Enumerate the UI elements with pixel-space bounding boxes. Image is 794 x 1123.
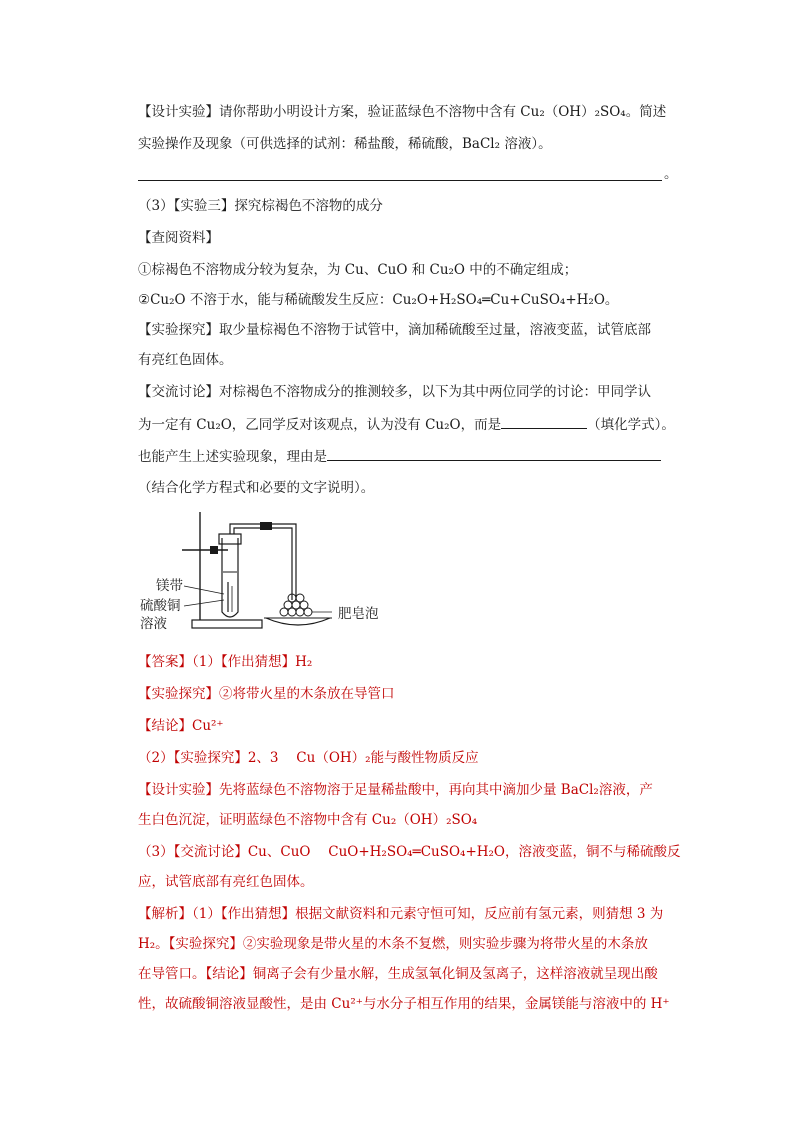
- answer-2: 【实验探究】②将带火星的木条放在导管口: [138, 686, 395, 702]
- answer-8: 应，试管底部有亮红色固体。: [138, 874, 314, 890]
- answer-5: 【设计实验】先将蓝绿色不溶物溶于足量稀盐酸中，再向其中滴加少量 BaCl₂溶液，产: [138, 782, 653, 798]
- design-experiment-line-2: 实验操作及现象（可供选择的试剂：稀盐酸，稀硫酸，BaCl₂ 溶液）。: [138, 136, 552, 152]
- analysis-2: H₂。【实验探究】②实验现象是带火星的木条不复燃，则实验步骤为将带火星的木条放: [138, 936, 648, 952]
- analysis-3: 在导管口。【结论】铜离子会有少量水解，生成氢氧化铜及氢离子，这样溶液就呈现出酸: [138, 966, 658, 982]
- soap-bubbles: [280, 594, 312, 616]
- discuss-line-3-text: 也能产生上述实验现象，理由是: [138, 449, 327, 465]
- discuss-line-4: （结合化学方程式和必要的文字说明）。: [138, 480, 375, 496]
- explore-line-1: 【实验探究】取少量棕褐色不溶物于试管中，滴加稀硫酸至过量，溶液变蓝，试管底部: [138, 322, 651, 338]
- answer-3: 【结论】Cu²⁺: [138, 718, 224, 734]
- delivery-tube: [230, 524, 296, 600]
- analysis-4: 性，故硫酸铜溶液显酸性，是由 Cu²⁺与水分子相互作用的结果，金属镁能与溶液中的 H⁺: [138, 996, 670, 1012]
- label-soap-bubble: 肥皂泡: [338, 606, 379, 622]
- discuss-line-2-b: （填化学式）。: [587, 417, 675, 433]
- label-cuso4-1: 硫酸铜: [140, 598, 181, 614]
- label-cuso4-2: 溶液: [140, 616, 167, 632]
- analysis-1: 【解析】（1）【作出猜想】根据文献资料和元素守恒可知，反应前有氢元素，则猜想 3 为: [138, 906, 664, 922]
- leader-mg: [184, 586, 224, 594]
- design-experiment-line-1: 【设计实验】请你帮助小明设计方案，验证蓝绿色不溶物中含有 Cu₂（OH）₂SO₄。简述: [138, 104, 667, 120]
- formula-blank[interactable]: [501, 414, 587, 429]
- apparatus-figure: [136, 508, 396, 638]
- part3-title: （3）【实验三】探究棕褐色不溶物的成分: [138, 198, 383, 214]
- answer-blank-period: 。: [664, 166, 678, 182]
- answer-1: 【答案】（1）【作出猜想】H₂: [138, 654, 313, 670]
- tube-connector: [260, 522, 272, 530]
- discuss-line-2: [138, 414, 678, 435]
- discuss-line-2-a: 为一定有 Cu₂O，乙同学反对该观点，认为没有 Cu₂O，而是: [138, 417, 502, 433]
- fact-2: ②Cu₂O 不溶于水，能与稀硫酸发生反应：Cu₂O+H₂SO₄═Cu+CuSO₄+H₂O。: [138, 292, 619, 308]
- answer-4: （2）【实验探究】2、3 Cu（OH）₂能与酸性物质反应: [138, 750, 479, 766]
- answer-6: 生白色沉淀，证明蓝绿色不溶物中含有 Cu₂（OH）₂SO₄: [138, 812, 478, 828]
- answer-7: （3）【交流讨论】Cu、CuO CuO+H₂SO₄═CuSO₄+H₂O，溶液变蓝，铜不与稀硫酸反: [138, 844, 681, 860]
- lookup-heading: 【查阅资料】: [138, 230, 219, 246]
- evaporating-dish: [266, 618, 330, 625]
- clamp-knob: [210, 546, 218, 554]
- fact-1: ①棕褐色不溶物成分较为复杂，为 Cu、CuO 和 Cu₂O 中的不确定组成；: [138, 262, 578, 278]
- delivery-tube-inner: [234, 528, 292, 600]
- explore-line-2: 有亮红色固体。: [138, 352, 233, 368]
- discuss-line-3: [138, 446, 678, 467]
- stand-base: [192, 620, 262, 628]
- label-magnesium: 镁带: [156, 578, 183, 594]
- leader-cuso4: [184, 600, 224, 606]
- answer-blank-line[interactable]: [138, 180, 662, 181]
- reason-blank[interactable]: [327, 446, 661, 461]
- discuss-line-1: 【交流讨论】对棕褐色不溶物成分的推测较多，以下为其中两位同学的讨论：甲同学认: [138, 384, 651, 400]
